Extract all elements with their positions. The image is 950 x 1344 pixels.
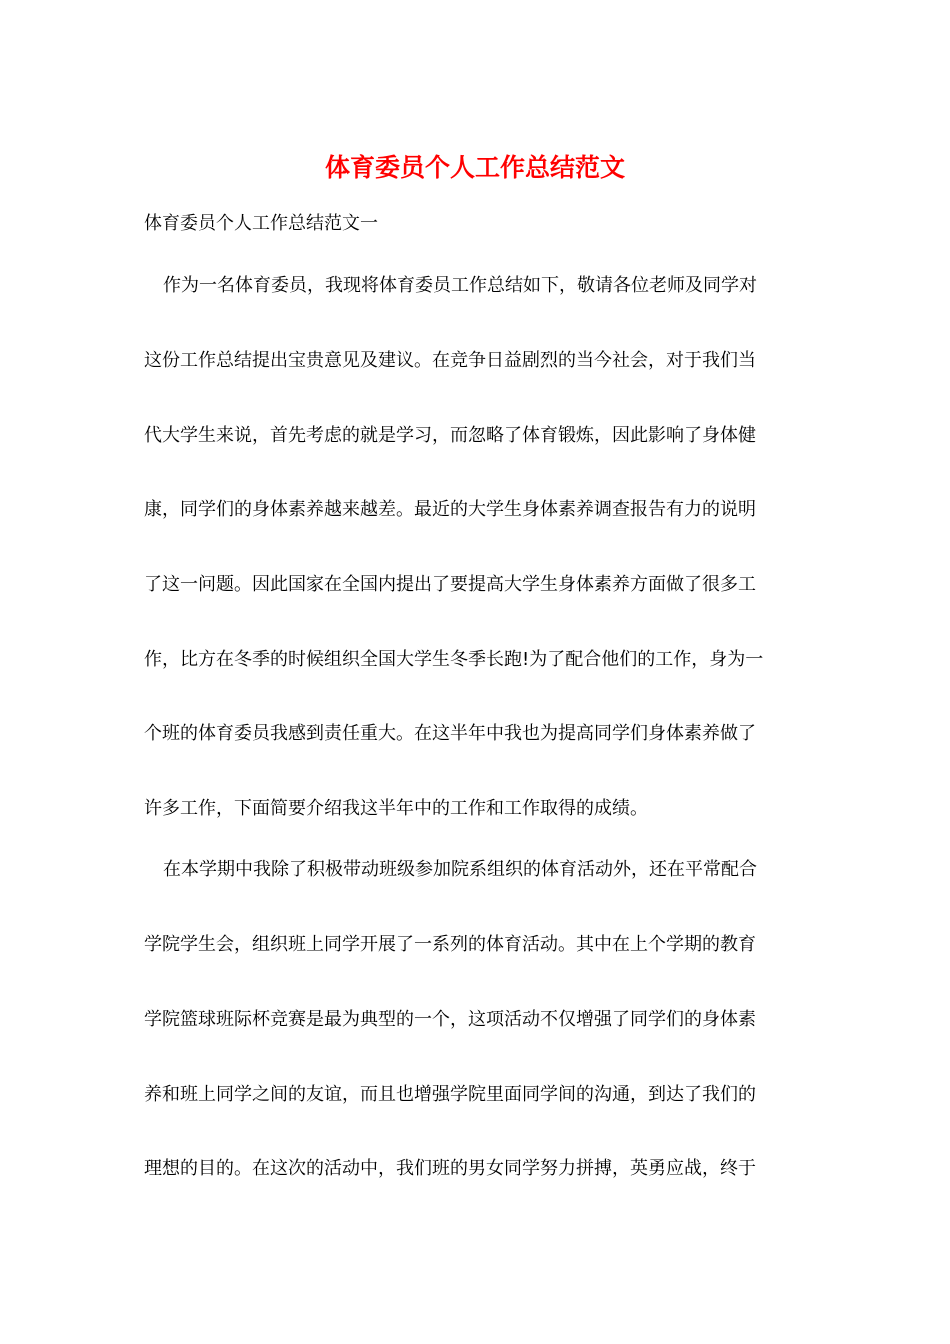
section-heading: 体育委员个人工作总结范文一 (144, 213, 378, 234)
paragraph-2-line: 学院学生会，组织班上同学开展了一系列的体育活动。其中在上个学期的教育 (144, 934, 756, 955)
paragraph-1-line: 许多工作，下面简要介绍我这半年中的工作和工作取得的成绩。 (144, 798, 648, 819)
paragraph-1-line: 作为一名体育委员，我现将体育委员工作总结如下，敬请各位老师及同学对 (163, 275, 757, 296)
paragraph-2-line: 理想的目的。在这次的活动中，我们班的男女同学努力拼搏，英勇应战，终于 (144, 1158, 756, 1179)
paragraph-1-line: 个班的体育委员我感到责任重大。在这半年中我也为提高同学们身体素养做了 (144, 723, 756, 744)
paragraph-1-line: 作，比方在冬季的时候组织全国大学生冬季长跑!为了配合他们的工作，身为一 (144, 649, 764, 670)
paragraph-2-line: 养和班上同学之间的友谊，而且也增强学院里面同学间的沟通，到达了我们的 (144, 1084, 756, 1105)
paragraph-1-line: 代大学生来说，首先考虑的就是学习，而忽略了体育锻炼，因此影响了身体健 (144, 425, 756, 446)
paragraph-1-line: 了这一问题。因此国家在全国内提出了要提高大学生身体素养方面做了很多工 (144, 574, 756, 595)
paragraph-1-line: 这份工作总结提出宝贵意见及建议。在竞争日益剧烈的当今社会，对于我们当 (144, 350, 756, 371)
paragraph-2-line: 在本学期中我除了积极带动班级参加院系组织的体育活动外，还在平常配合 (163, 859, 757, 880)
paragraph-2-line: 学院篮球班际杯竞赛是最为典型的一个，这项活动不仅增强了同学们的身体素 (144, 1009, 756, 1030)
document-title: 体育委员个人工作总结范文 (324, 153, 625, 182)
paragraph-1-line: 康，同学们的身体素养越来越差。最近的大学生身体素养调查报告有力的说明 (144, 499, 756, 520)
